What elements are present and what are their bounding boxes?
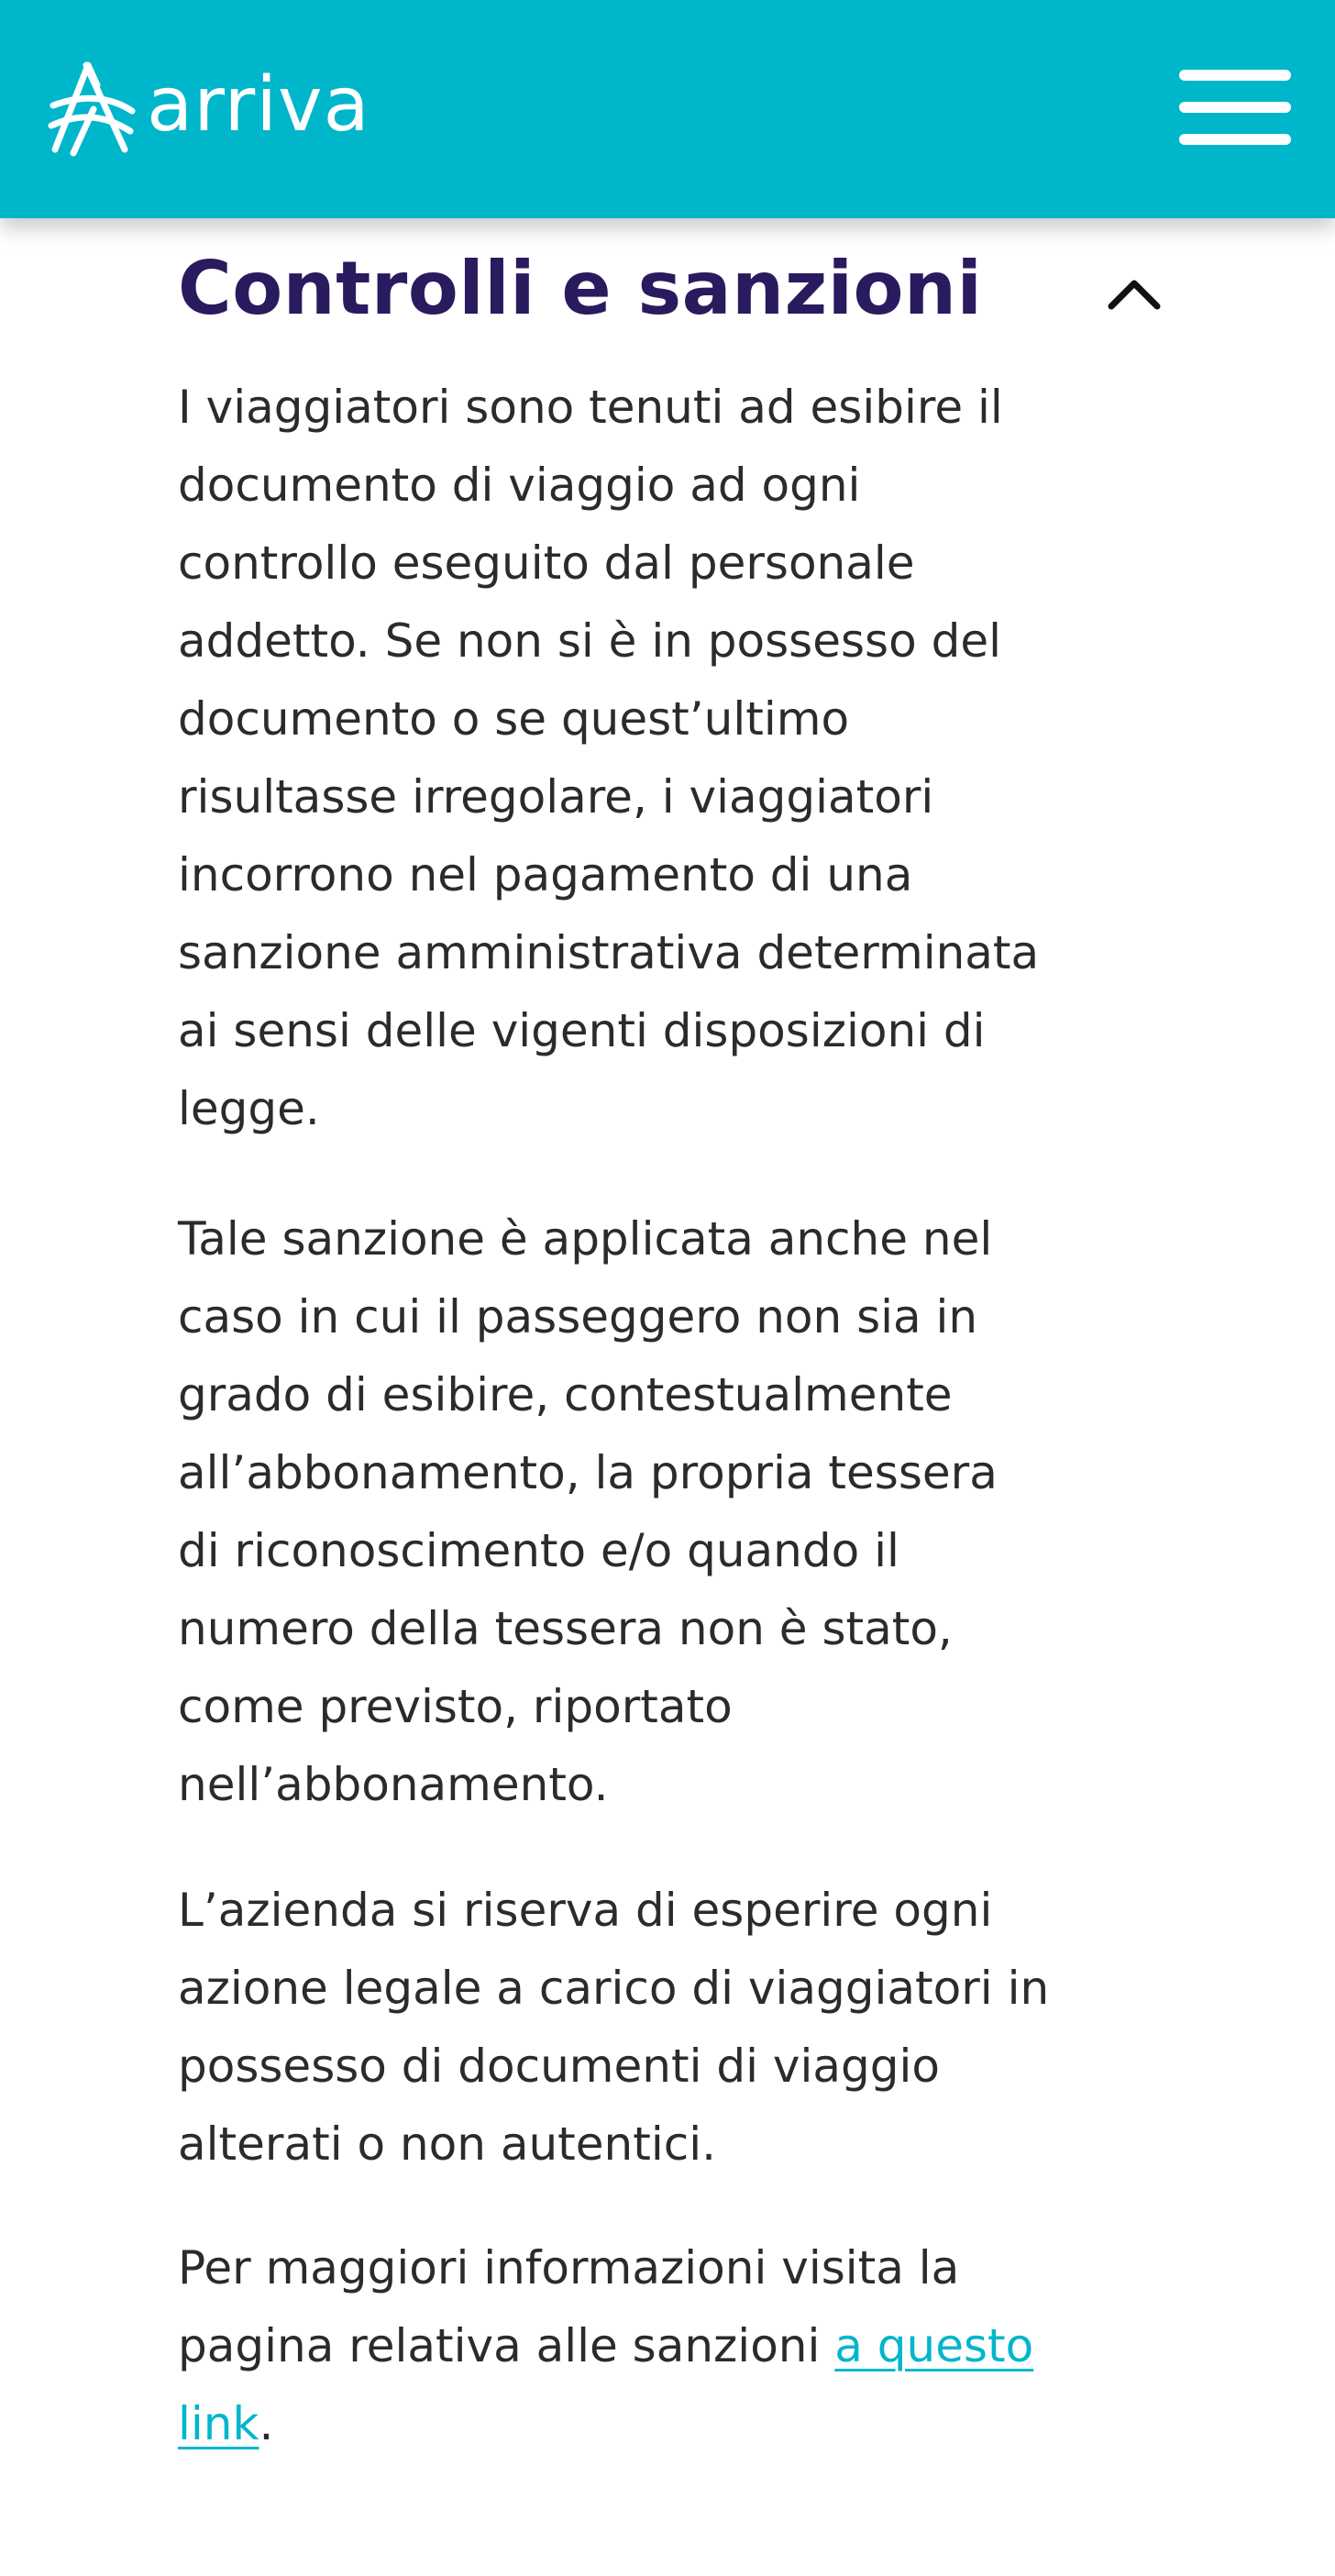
more-info-text: Per maggiori informazioni visita la pagina relativa alle sanzioni <box>178 2241 960 2372</box>
hamburger-menu-icon-bar <box>1179 102 1291 113</box>
brand-name: arriva <box>147 61 370 149</box>
hamburger-menu-icon <box>1179 70 1291 81</box>
accordion-header[interactable] <box>178 240 1186 350</box>
paragraph-controls: I viaggiatori sono tenuti ad esibire il documento di viaggio ad ogni controllo eseguito dal personale addetto. Se non si è in possesso del documento o se quest’ultimo risultasse irregolare, i viaggiatori incorrono nel pagamento di una sanzione amministrativa determinata ai sensi delle vigenti disposizioni di legge. <box>178 381 1040 1135</box>
arriva-logo-icon <box>46 58 138 157</box>
sanctions-link[interactable]: a questo link <box>178 2319 1034 2450</box>
chevron-up-icon[interactable] <box>1106 275 1163 312</box>
trailing-period: . <box>259 2397 274 2450</box>
accordion-section <box>178 240 1186 2463</box>
hamburger-menu-icon-bar <box>1179 134 1291 145</box>
paragraph-sanction-subscription: Tale sanzione è applicata anche nel caso in cui il passeggero non sia in grado di esibire, contestualmente all’abbonamento, la propria tessera di riconoscimento e/o quando il numero della tessera non è stato, come previsto, riportato nell’abbonamento. <box>178 1212 998 1811</box>
app-header <box>0 0 1335 218</box>
brand-logo[interactable] <box>46 57 370 158</box>
paragraph-more-info <box>178 2229 1186 2463</box>
paragraph-legal-action: L’azienda si riserva di esperire ogni azione legale a carico di viaggiatori in possesso di documenti di viaggio alterati o non autentici. <box>178 1884 1050 2171</box>
hamburger-menu-button[interactable] <box>1179 70 1291 145</box>
section-title: Controlli e sanzioni <box>178 246 983 331</box>
